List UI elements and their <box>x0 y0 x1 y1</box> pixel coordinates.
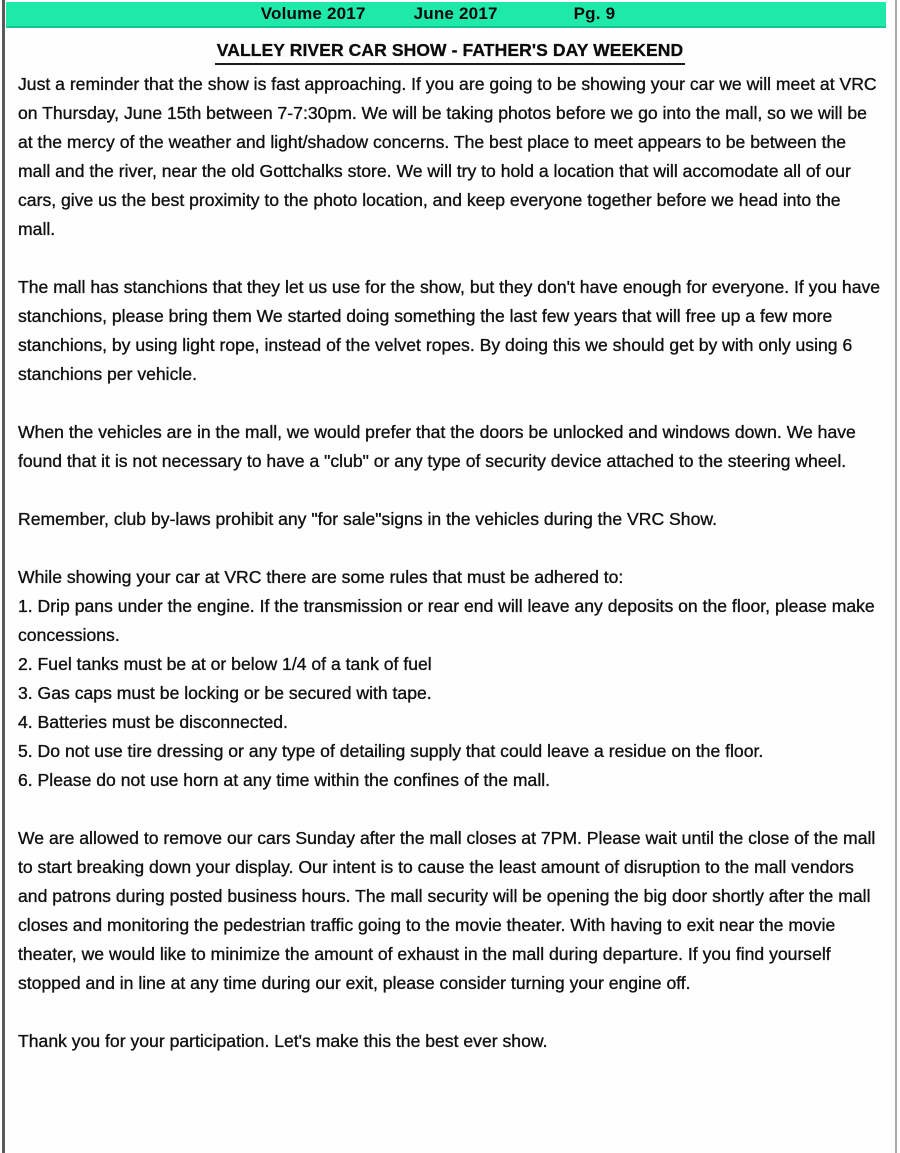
rule-item-5: 5. Do not use tire dressing or any type of detailing supply that could leave a residue on the floor. <box>18 741 764 761</box>
paragraph-removal: We are allowed to remove our cars Sunday after the mall closes at 7PM. Please wait until the close of the mall to start breaking down your display. Our intent is to cause the least amount of disruption to the mall vendors and patrons during posted business hours. The mall security will be opening the big door shortly after the mall closes and monitoring the pedestrian traffic going to the movie theater. With having to exit near the movie theater, we would like to minimize the amount of exhaust in the mall during departure. If you find yourself stopped and in line at any time during our exit, please consider turning your engine off. <box>18 828 876 993</box>
rules-intro: While showing your car at VRC there are some rules that must be adhered to: <box>18 567 624 587</box>
rule-item-2: 2. Fuel tanks must be at or below 1/4 of a tank of fuel <box>18 654 432 674</box>
header-text-group <box>261 4 616 24</box>
rule-item-3: 3. Gas caps must be locking or be secured with tape. <box>18 683 432 703</box>
issue-month-label: June 2017 <box>413 4 498 23</box>
article-body <box>18 70 882 1085</box>
paragraph-vehicles-unlocked: When the vehicles are in the mall, we would prefer that the doors be unlocked and windows down. We have found that it is not necessary to have a "club" or any type of security device attached to the steering wheel. <box>18 422 856 471</box>
page-right-border <box>895 0 897 1153</box>
page-left-border <box>2 0 5 1153</box>
header-bar <box>6 2 886 28</box>
page-number-label: Pg. 9 <box>573 4 616 23</box>
paragraph-bylaws: Remember, club by-laws prohibit any "for sale"signs in the vehicles during the VRC Show. <box>18 509 717 529</box>
rule-item-6: 6. Please do not use horn at any time within the confines of the mall. <box>18 770 551 790</box>
volume-label: Volume 2017 <box>260 4 366 23</box>
article-title: VALLEY RIVER CAR SHOW - FATHER'S DAY WEEKEND <box>215 40 686 65</box>
rule-item-4: 4. Batteries must be disconnected. <box>18 712 288 732</box>
paragraph-thanks: Thank you for your participation. Let's make this the best ever show. <box>18 1031 548 1051</box>
rules-section <box>18 563 882 795</box>
title-row <box>0 40 900 65</box>
rule-item-1: 1. Drip pans under the engine. If the transmission or rear end will leave any deposits on the floor, please make concessions. <box>18 596 875 645</box>
paragraph-stanchions: The mall has stanchions that they let us use for the show, but they don't have enough for everyone. If you have stanchions, please bring them We started doing something the last few years that will free up a few more stanchions, by using light rope, instead of the velvet ropes. By doing this we should get by with only using 6 stanchions per vehicle. <box>18 277 881 384</box>
paragraph-reminder: Just a reminder that the show is fast approaching. If you are going to be showing your car we will meet at VRC on Thursday, June 15th between 7-7:30pm. We will be taking photos before we go into the mall, so we will be at the mercy of the weather and light/shadow concerns. The best place to meet appears to be between the mall and the river, near the old Gottchalks store. We will try to hold a location that will accomodate all of our cars, give us the best proximity to the photo location, and keep everyone together before we head into the mall. <box>18 74 877 239</box>
